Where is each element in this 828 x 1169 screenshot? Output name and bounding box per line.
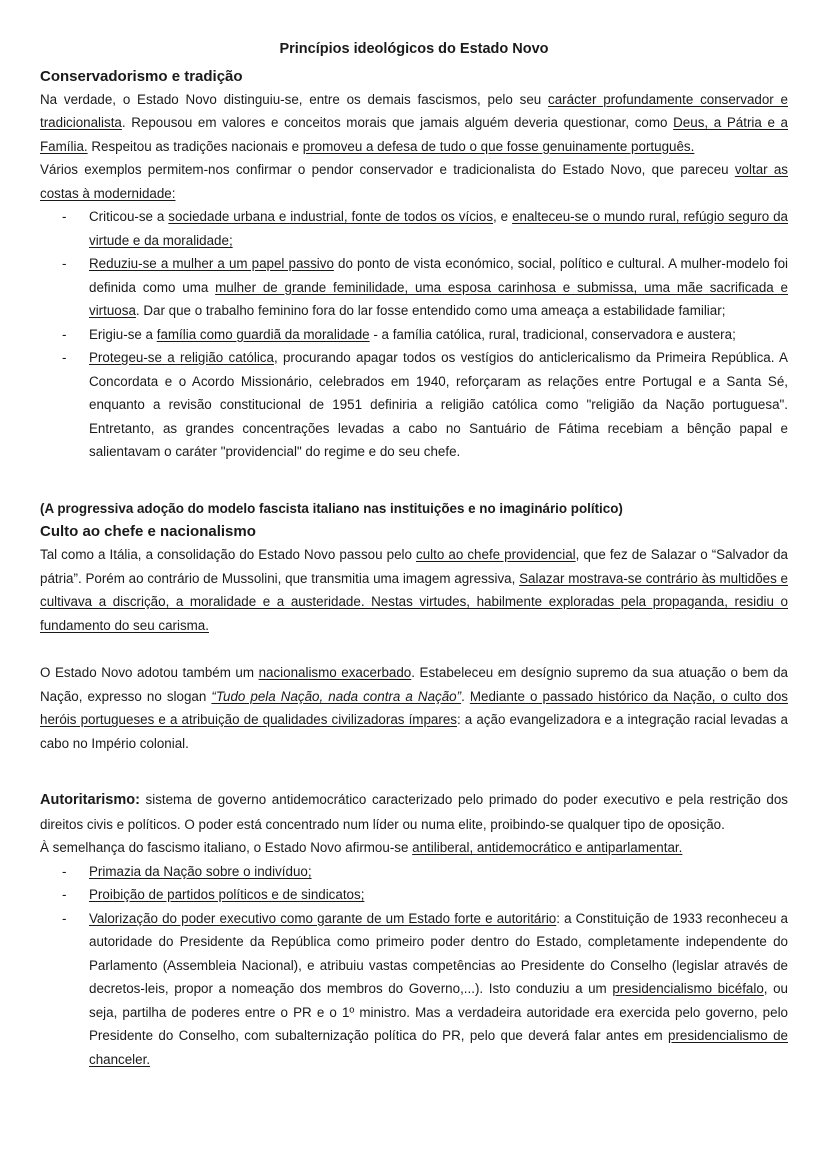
text: sistema de governo antidemocrático caracterizado pelo primado do poder executivo e pela restrição dos direitos civis e políticos. O poder está concentrado num líder ou numa elite, proibindo-se qualquer tipo de oposição. xyxy=(40,792,788,832)
text: Respeitou as tradições nacionais e xyxy=(87,138,303,154)
text: Vários exemplos permitem-nos confirmar o pendor conservador e tradicionalista do Estado Novo, que pareceu xyxy=(40,162,735,177)
underlined-text: nacionalismo exacerbado xyxy=(258,665,412,680)
underlined-text: Protegeu-se a religião católica xyxy=(89,350,274,365)
section-subheading: (A progressiva adoção do modelo fascista italiano nas instituições e no imaginário político) xyxy=(40,500,623,516)
paragraph xyxy=(40,661,788,755)
text: : a ação evangelizadora e a integração racial levadas a cabo no Império colonial. xyxy=(40,712,788,751)
slogan-text: “Tudo pela Nação, nada contra a Nação” xyxy=(211,688,462,704)
text: Erigiu-se a xyxy=(89,326,157,342)
text: : a Constituição de 1933 reconheceu a autoridade do Presidente da República como primeiro poder dentro do Estado, completamente independente do Parlamento (Assembleia Nacional), e atribuiu vastas competências ao Presidente do Conselho (legislar através de decretos-leis, propor a nomeação dos membros do Governo,...). Isto conduziu a um xyxy=(89,910,788,996)
underlined-text: carácter profundamente conservador e tradicionalista xyxy=(40,91,788,130)
paragraph xyxy=(40,158,788,205)
underlined-text: voltar as costas à modernidade: xyxy=(40,162,788,201)
underlined-text: promoveu a defesa de tudo o que fosse genuinamente português. xyxy=(302,138,695,154)
underlined-text: sociedade urbana e industrial, fonte de todos os vícios xyxy=(168,209,494,224)
text: Criticou-se a xyxy=(89,209,169,224)
underlined-text: Proibição de partidos políticos e de sindicatos; xyxy=(89,887,365,902)
document-title: Princípios ideológicos do Estado Novo xyxy=(279,41,549,57)
underlined-text: Mediante o passado histórico da Nação, o culto dos heróis portugueses e a atribuição de qualidades civilizadoras ímpares xyxy=(40,688,788,727)
text: Tal como a Itália, a consolidação do Estado Novo passou pelo xyxy=(40,547,417,562)
text: , ou seja, partilha de poderes entre o PR e o 1º ministro. Mas a verdadeira autoridade era exercida pelo governo, pelo Presidente do Conselho, com subalternização política do PR, pelo que deverá falar antes em xyxy=(89,981,788,1043)
document-page xyxy=(40,38,788,1071)
underlined-text: presidencialismo bicéfalo xyxy=(612,981,764,996)
underlined-text: Salazar mostrava-se contrário às multidões e cultivava a discrição, a moralidade e a austeridade. Nestas virtudes, habilmente exploradas pela propaganda, residiu o fundamento do seu carisma. xyxy=(40,570,789,633)
text: Na verdade, o Estado Novo distinguiu-se, entre os demais fascismos, pelo seu xyxy=(40,91,549,107)
list-item xyxy=(40,252,788,323)
text: , e xyxy=(493,209,513,224)
underlined-text: Valorização do poder executivo como garante de um Estado forte e autoritário xyxy=(89,910,557,926)
underlined-text: Deus, a Pátria e a Família. xyxy=(40,115,789,154)
paragraph xyxy=(40,788,788,836)
spacer xyxy=(40,755,788,788)
definition-term: Autoritarismo: xyxy=(40,792,140,808)
list-item xyxy=(40,860,788,884)
paragraph xyxy=(40,543,788,637)
underlined-text: culto ao chefe providencial xyxy=(416,547,576,562)
text: , procurando apagar todos os vestígios do anticlericalismo da Primeira República. A Concordata e o Acordo Missionário, celebrados em 1940, reforçaram as relações entre Portugal e a Santa Sé, enquanto a revisão constitucional de 1951 definiria a religião católica como "religião da Nação portuguesa". Entretanto, as grandes concentrações levadas a cabo no Santuário de Fátima recebiam a bênção papal e salientavam o caráter "providencial" do regime e do seu chefe. xyxy=(89,350,788,459)
text: . Dar que o trabalho feminino fora do lar fosse entendido como uma ameaça a estabilidade familiar; xyxy=(135,303,726,318)
text: O Estado Novo adotou também um xyxy=(40,665,259,680)
text: do ponto de vista económico, social, político e cultural. A mulher-modelo foi definida como uma xyxy=(89,256,788,295)
underlined-text: Primazia da Nação sobre o indivíduo; xyxy=(89,863,312,879)
text: . Repousou em valores e conceitos morais que jamais alguém deveria questionar, como xyxy=(121,115,674,130)
spacer xyxy=(40,637,788,661)
text: . xyxy=(461,688,470,704)
list-item xyxy=(40,205,788,252)
text: À semelhança do fascismo italiano, o Estado Novo afirmou-se xyxy=(40,840,413,855)
list-item xyxy=(40,346,788,464)
underlined-text: família como guardiã da moralidade xyxy=(156,326,370,342)
section-heading-conservadorismo: Conservadorismo e tradição xyxy=(40,67,243,85)
list-item xyxy=(40,323,788,347)
bullet-list xyxy=(40,860,788,1072)
text: . Estabeleceu em desígnio supremo da sua atuação o bem da Nação, expresso no slogan xyxy=(40,665,788,704)
paragraph xyxy=(40,88,788,159)
section-heading-culto: Culto ao chefe e nacionalismo xyxy=(40,523,256,540)
bullet-list xyxy=(40,205,788,464)
spacer xyxy=(40,464,788,497)
list-item xyxy=(40,883,788,907)
text: - a família católica, rural, tradicional, conservadora e austera; xyxy=(369,326,736,342)
underlined-text: enalteceu-se o mundo rural, refúgio seguro da virtude e da moralidade; xyxy=(89,209,788,248)
underlined-text: mulher de grande feminilidade, uma esposa carinhosa e submissa, uma mãe sacrificada e virtuosa xyxy=(89,279,788,318)
text: , que fez de Salazar o “Salvador da pátria”. Porém ao contrário de Mussolini, que transmitia uma imagem agressiva, xyxy=(40,547,788,586)
paragraph xyxy=(40,836,788,860)
list-item xyxy=(40,907,788,1072)
underlined-text: presidencialismo de chanceler. xyxy=(89,1028,788,1067)
underlined-text xyxy=(211,689,461,704)
underlined-text: Reduziu-se a mulher a um papel passivo xyxy=(89,256,334,271)
underlined-text: antiliberal, antidemocrático e antiparlamentar. xyxy=(412,840,683,855)
